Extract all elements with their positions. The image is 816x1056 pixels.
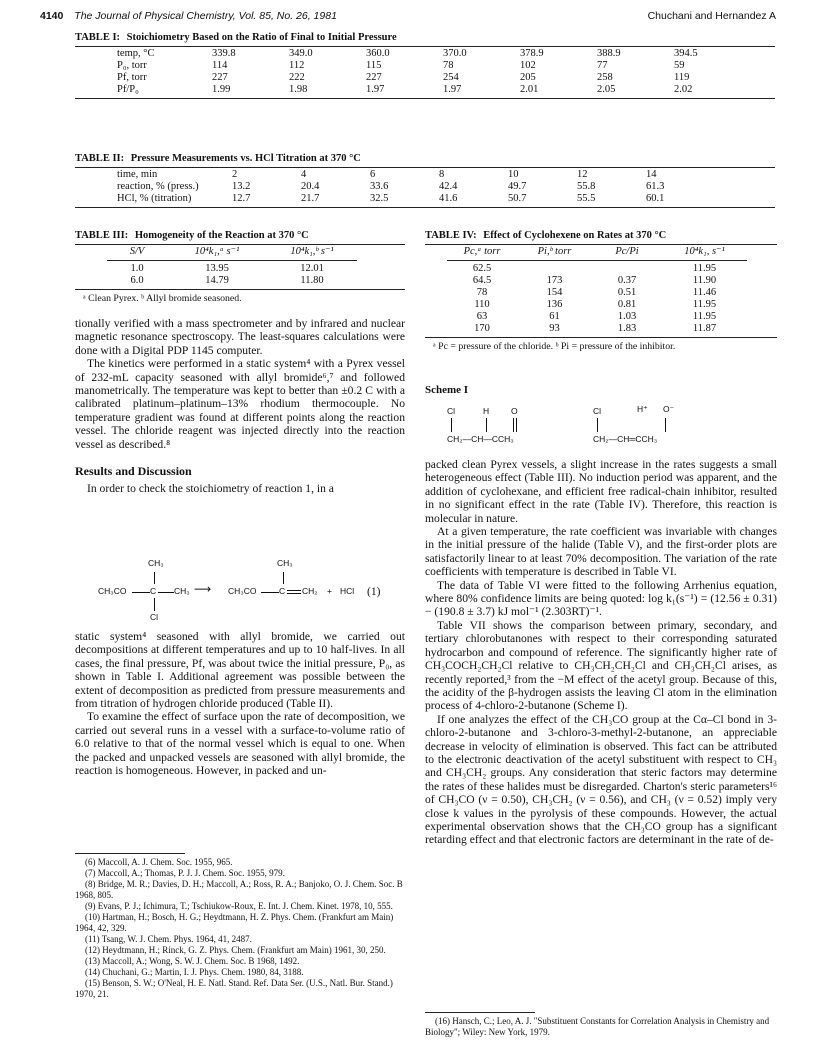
column-header: 10⁴k₁, s⁻¹ xyxy=(662,246,747,261)
table-cell: 227 xyxy=(212,72,228,83)
table-cell: 378.9 xyxy=(520,48,544,59)
table-3-body xyxy=(107,246,357,287)
table-cell: 33.6 xyxy=(370,181,389,192)
footnote: (7) Maccoll, A.; Thomas, P. J. J. Chem. Soc. 1955, 979. xyxy=(85,868,285,878)
table-row xyxy=(117,169,715,181)
table-cell: 258 xyxy=(597,72,613,83)
table-4-title: Effect of Cyclohexene on Rates at 370 °C xyxy=(483,230,667,241)
footnote-list xyxy=(425,1016,777,1038)
table-cell: 11.90 xyxy=(692,275,717,286)
table-2-caption xyxy=(75,153,775,164)
table-cell: 205 xyxy=(520,72,536,83)
table-cell: 0.51 xyxy=(617,287,637,298)
table-cell: 12.7 xyxy=(232,193,251,204)
table-3-footnote: ᵃ Clean Pyrex. ᵇ Allyl bromide seasoned. xyxy=(83,293,242,304)
table-cell: 394.5 xyxy=(674,48,698,59)
table-row xyxy=(447,287,747,299)
methyl-label: CH₃ xyxy=(148,558,164,568)
table-cell: 173 xyxy=(546,275,563,286)
table-cell: 6 xyxy=(370,169,376,180)
table-cell: 11.80 xyxy=(300,275,324,286)
journal-citation: The Journal of Physical Chemistry, Vol. 85, No. 26, 1981 xyxy=(74,10,337,22)
right-column xyxy=(425,458,777,847)
table-cell: 1.83 xyxy=(617,323,637,334)
table-cell: 254 xyxy=(443,72,459,83)
footnote: (10) Hartman, H.; Bosch, H. G.; Heydtmann, H. Z. Phys. Chem. (Frankfurt am Main) 1964, 42, 329. xyxy=(75,912,394,933)
paragraph: The kinetics were performed in a static system⁴ with a Pyrex vessel of 232-mL capacity seasoned with allyl bromide⁶,⁷ and followed manometrically. The temperature was kept to better than ±0.2 C with a calibrated platinum–platinum–13% rhodium thermocouple. No temperature gradient was found at different points along the reaction vessel. The chloride reagent was injected directly into the reaction vessel as described.⁸ xyxy=(75,357,405,451)
table-cell: 12 xyxy=(577,169,588,180)
table-cell: 11.95 xyxy=(692,263,717,274)
table-cell: 61 xyxy=(549,311,560,322)
running-head xyxy=(40,10,776,26)
table-cell: 49.7 xyxy=(508,181,527,192)
table-cell: 370.0 xyxy=(443,48,467,59)
right-footnotes xyxy=(425,1012,777,1038)
page-number: 4140 xyxy=(40,10,64,22)
table-cell: 227 xyxy=(366,72,382,83)
row-label: time, min xyxy=(117,169,158,180)
table-1-title: Stoichiometry Based on the Ratio of Final to Initial Pressure xyxy=(126,32,397,43)
table-cell: 55.5 xyxy=(577,193,596,204)
table-2-title: Pressure Measurements vs. HCl Titration at 370 °C xyxy=(130,153,361,164)
table-cell: 1.0 xyxy=(130,263,144,274)
table-2-label: TABLE II: xyxy=(75,153,125,164)
reaction-1 xyxy=(92,558,410,628)
column-header: Pc/Pi xyxy=(592,246,662,261)
table-row xyxy=(117,48,751,60)
table-cell: 11.95 xyxy=(692,311,717,322)
paragraph: If one analyzes the effect of the CH₃CO group at the Cα–Cl bond in 3-chloro-2-butanone and 3-chloro-3-methyl-2-butanone, an appreciable decrease in velocity of elimination is observed. This fact can be attributed to the electronic deactivation of the acetyl substituent with respect to CH₃ and CH₃CH₂ groups. Any consideration that steric factors may determine the rates of these halides must be disregarded. Charton's steric parameters¹⁶ of CH₃CO (ν = 0.50), CH₃CH₂ (ν = 0.56), and CH₃ (ν = 0.52) imply very close k values in the pyrolysis of these compounds. However, the actual experimental observation shows that the CH₃CO group has a significant retarding effect and that electronic factors are determinant in the rate of de- xyxy=(425,712,777,847)
atom-label: Cl xyxy=(593,406,602,416)
chain-formula: CH₂—CH═CCH₃ xyxy=(593,434,658,444)
table-cell: 55.8 xyxy=(577,181,596,192)
table-3-title: Homogeneity of the Reaction at 370 °C xyxy=(134,230,309,241)
table-cell: 102 xyxy=(520,60,536,71)
table-cell: 59 xyxy=(674,60,685,71)
table-cell: 93 xyxy=(549,323,560,334)
table-cell: 360.0 xyxy=(366,48,390,59)
table-cell: 136 xyxy=(546,299,563,310)
table-cell xyxy=(517,261,592,276)
table-cell: 222 xyxy=(289,72,305,83)
table-header-row xyxy=(107,246,357,261)
table-cell: 8 xyxy=(439,169,445,180)
table-cell: 1.97 xyxy=(366,84,385,95)
table-cell: 154 xyxy=(546,287,563,298)
table-cell: 110 xyxy=(474,299,490,310)
atom-label: H⁺ xyxy=(637,404,648,414)
table-cell: 13.95 xyxy=(205,263,229,274)
chlorine-label: Cl xyxy=(150,612,159,622)
table-row xyxy=(117,60,751,72)
table-2-body xyxy=(117,169,715,205)
atom-label: Cl xyxy=(447,406,456,416)
table-row xyxy=(107,261,357,276)
paragraph: At a given temperature, the rate coefficient was invariable with changes in the initial pressure of the halide (Table V), and the first-order plots are satisfactorily linear to at least 70% decomposition. The variation of the rate coefficients with temperature is described in Table VI. xyxy=(425,525,777,579)
table-cell: 1.98 xyxy=(289,84,308,95)
row-label: Pf, torr xyxy=(117,72,147,83)
column-header: 10⁴k₁,ᵇ s⁻¹ xyxy=(267,246,357,261)
plus-sign: + xyxy=(327,586,332,596)
table-cell: 1.03 xyxy=(617,311,637,322)
atom-label: O⁻ xyxy=(663,404,675,414)
table-row xyxy=(117,72,751,84)
table-row xyxy=(447,323,747,335)
table-cell: 388.9 xyxy=(597,48,621,59)
table-cell: 60.1 xyxy=(646,193,665,204)
table-cell: 61.3 xyxy=(646,181,665,192)
paragraph: Table VII shows the comparison between primary, secondary, and tertiary chlorobutanones with respect to their corresponding saturated hydrocarbon and compound of reference. The significantly higher rate of CH₃COCH₂CH₂Cl relative to CH₃CH₂CH₂Cl and CH₃CH₂Cl arises, as recently reported,³ from the −M effect of the acetyl group. Because of this, the acidity of the β-hydrogen assists the leaving Cl atom in the elimination process of 4-chloro-2-butanone (Scheme I). xyxy=(425,618,777,713)
chain-formula: CH₂—CH—CCH₃ xyxy=(447,434,514,444)
footnote: (11) Tsang, W. J. Chem. Phys. 1964, 41, 2487. xyxy=(85,934,252,944)
footnote: (8) Bridge, M. R.; Davies, D. H.; Maccoll, A.; Ross, R. A.; Banjoko, O. J. Chem. Soc. B 1968, 805. xyxy=(75,879,403,900)
table-cell: 114 xyxy=(212,60,228,71)
table-cell: 12.01 xyxy=(300,263,324,274)
footnote: (15) Benson, S. W.; O'Neal, H. E. Natl. Stand. Ref. Data Ser. (U.S., Natl. Bur. Stand.) 1970, 21. xyxy=(75,978,393,999)
table-cell: 2.05 xyxy=(597,84,616,95)
table-cell: 41.6 xyxy=(439,193,458,204)
table-3-label: TABLE III: xyxy=(75,230,129,241)
footnote-list xyxy=(75,857,405,1000)
paragraph: packed clean Pyrex vessels, a slight increase in the rates suggests a small heterogeneous effect (Table III). No induction period was apparent, and the addition of cyclohexane, and efficient free radical-chain inhibitor, resulted in no significant effect in the rate (Table IV). Therefore, this reaction is molecular in nature. xyxy=(425,458,777,525)
table-cell: 11.87 xyxy=(692,323,717,334)
column-header: Pi,ᵇ torr xyxy=(517,246,592,261)
table-2 xyxy=(75,153,775,208)
table-4-label: TABLE IV: xyxy=(425,230,477,241)
table-cell: 349.0 xyxy=(289,48,313,59)
section-heading: Results and Discussion xyxy=(75,464,192,479)
product-methylene: CH₂ xyxy=(302,586,318,596)
footnote: (14) Chuchani, G.; Martin, I. J. Phys. Chem. 1980, 84, 3188. xyxy=(85,967,304,977)
row-label: reaction, % (press.) xyxy=(117,181,199,192)
reaction-arrow: ⟶ xyxy=(194,582,212,596)
table-cell: 63 xyxy=(476,311,488,322)
table-cell: 170 xyxy=(474,323,490,334)
paragraph: static system⁴ seasoned with allyl bromide, we carried out decompositions at different temperatures and up to 10 half-lives. In all cases, the final pressure, Pf, was about twice the initial pressure, P₀, as shown in Table I. Additional agreement was possible between the extent of decomposition as predicted from pressure measurements and from titration of hydrogen chloride produced (Table II). xyxy=(75,630,405,711)
table-cell: 64.5 xyxy=(472,275,492,286)
left-footnotes xyxy=(75,853,405,1000)
scheme-left-structure xyxy=(447,406,577,451)
table-row xyxy=(447,261,747,276)
table-cell: 115 xyxy=(366,60,382,71)
column-header: 10⁴k₁,ᵃ s⁻¹ xyxy=(167,246,267,261)
paragraph: To examine the effect of surface upon the rate of decomposition, we carried out several runs in a vessel with a surface-to-volume ratio of 6.0 relative to that of the normal vessel which is equal to one. When the packed and unpacked vessels are seasoned with allyl bromide, the reaction is homogeneous. However, in packed and un- xyxy=(75,710,405,778)
atom-label: H xyxy=(483,406,490,416)
equation-number: (1) xyxy=(367,585,381,598)
table-cell: 4 xyxy=(301,169,307,180)
methyl-label: CH₃ xyxy=(277,558,293,568)
column-header: Pc,ᵃ torr xyxy=(447,246,517,261)
scheme-right-structure xyxy=(593,406,723,451)
row-label: HCl, % (titration) xyxy=(117,193,192,204)
table-4 xyxy=(425,230,777,353)
table-cell: 0.37 xyxy=(617,275,637,286)
table-row xyxy=(447,299,747,311)
table-3-caption xyxy=(75,230,405,241)
table-row xyxy=(447,311,747,323)
table-cell: 14.79 xyxy=(205,275,229,286)
product-acetyl: CH₃CO xyxy=(228,586,257,596)
left-column-continued xyxy=(75,630,405,777)
table-cell: 2.01 xyxy=(520,84,539,95)
table-3 xyxy=(75,230,405,305)
table-cell: 14 xyxy=(646,169,657,180)
table-row xyxy=(117,84,751,96)
table-4-caption xyxy=(425,230,777,241)
footnote: (9) Evans, P. J.; Ichimura, T.; Tschiukow-Roux, E. Int. J. Chem. Kinet. 1978, 10, 555. xyxy=(85,901,393,911)
footnote: (12) Heydtmann, H.; Rinck, G. Z. Phys. Chem. (Frankfurt am Main) 1961, 30, 250. xyxy=(85,945,386,955)
table-cell: 11.46 xyxy=(692,287,717,298)
table-row xyxy=(107,275,357,287)
product-carbon: C xyxy=(279,586,286,596)
paragraph: tionally verified with a mass spectrometer and by infrared and nuclear magnetic resonance spectroscopy. The least-squares calculations were done with a Digital PDP 1145 computer. xyxy=(75,317,405,357)
table-1 xyxy=(75,32,775,99)
table-cell: 20.4 xyxy=(301,181,320,192)
row-label: temp, °C xyxy=(117,48,155,59)
scheme-1 xyxy=(425,384,777,454)
author-header: Chuchani and Hernandez A xyxy=(647,10,776,22)
table-cell: 77 xyxy=(597,60,608,71)
table-1-caption xyxy=(75,32,775,43)
table-cell: 6.0 xyxy=(130,275,144,286)
paragraph: The data of Table VI were fitted to the following Arrhenius equation, where 80% confidence limits are being quoted: log k₁(s⁻¹) = (12.56 ± 0.31) − (190.8 ± 3.7) kJ mol⁻¹ (2.303RT)⁻¹. xyxy=(425,578,777,619)
reactant-methyl: CH₃ xyxy=(174,586,190,596)
table-cell: 2.02 xyxy=(674,84,693,95)
table-cell: 1.99 xyxy=(212,84,231,95)
table-cell: 32.5 xyxy=(370,193,389,204)
left-column xyxy=(75,317,405,496)
table-cell: 10 xyxy=(508,169,519,180)
table-cell: 119 xyxy=(674,72,690,83)
table-cell: 21.7 xyxy=(301,193,320,204)
table-cell: 13.2 xyxy=(232,181,251,192)
hcl-product: HCl xyxy=(340,586,355,596)
table-cell: 42.4 xyxy=(439,181,458,192)
atom-label: O xyxy=(511,406,518,416)
table-4-footnote: ᵃ Pc = pressure of the chloride. ᵇ Pi = pressure of the inhibitor. xyxy=(433,341,676,352)
row-label: P₀, torr xyxy=(117,60,147,71)
table-1-body xyxy=(117,48,751,96)
row-label: Pf/P₀ xyxy=(117,84,139,95)
table-cell: 1.97 xyxy=(443,84,462,95)
table-cell: 78 xyxy=(476,287,488,298)
footnote: (16) Hansch, C.; Leo, A. J. "Substituent Constants for Correlation Analysis in Chemistry and Biology"; Wiley: New York, 1979. xyxy=(425,1016,770,1037)
table-4-body xyxy=(447,246,747,335)
table-1-label: TABLE I: xyxy=(75,32,121,43)
table-cell: 2 xyxy=(232,169,238,180)
table-cell: 339.8 xyxy=(212,48,236,59)
column-header: S/V xyxy=(107,246,167,261)
reactant-carbon: C xyxy=(150,586,157,596)
table-cell: 11.95 xyxy=(692,299,717,310)
table-cell xyxy=(592,261,662,276)
table-header-row xyxy=(447,246,747,261)
table-row xyxy=(117,193,715,205)
reactant-acetyl: CH₃CO xyxy=(98,586,127,596)
footnote: (13) Maccoll, A.; Wong, S. W. J. Chem. Soc. B 1968, 1492. xyxy=(85,956,300,966)
table-cell: 112 xyxy=(289,60,305,71)
scheme-label: Scheme I xyxy=(425,384,469,396)
footnote: (6) Maccoll, A. J. Chem. Soc. 1955, 965. xyxy=(85,857,233,867)
table-cell: 62.5 xyxy=(472,263,492,274)
paragraph: In order to check the stoichiometry of reaction 1, in a xyxy=(87,482,334,496)
table-cell: 50.7 xyxy=(508,193,527,204)
table-row xyxy=(117,181,715,193)
table-cell: 0.81 xyxy=(617,299,637,310)
table-row xyxy=(447,275,747,287)
table-cell: 78 xyxy=(443,60,454,71)
